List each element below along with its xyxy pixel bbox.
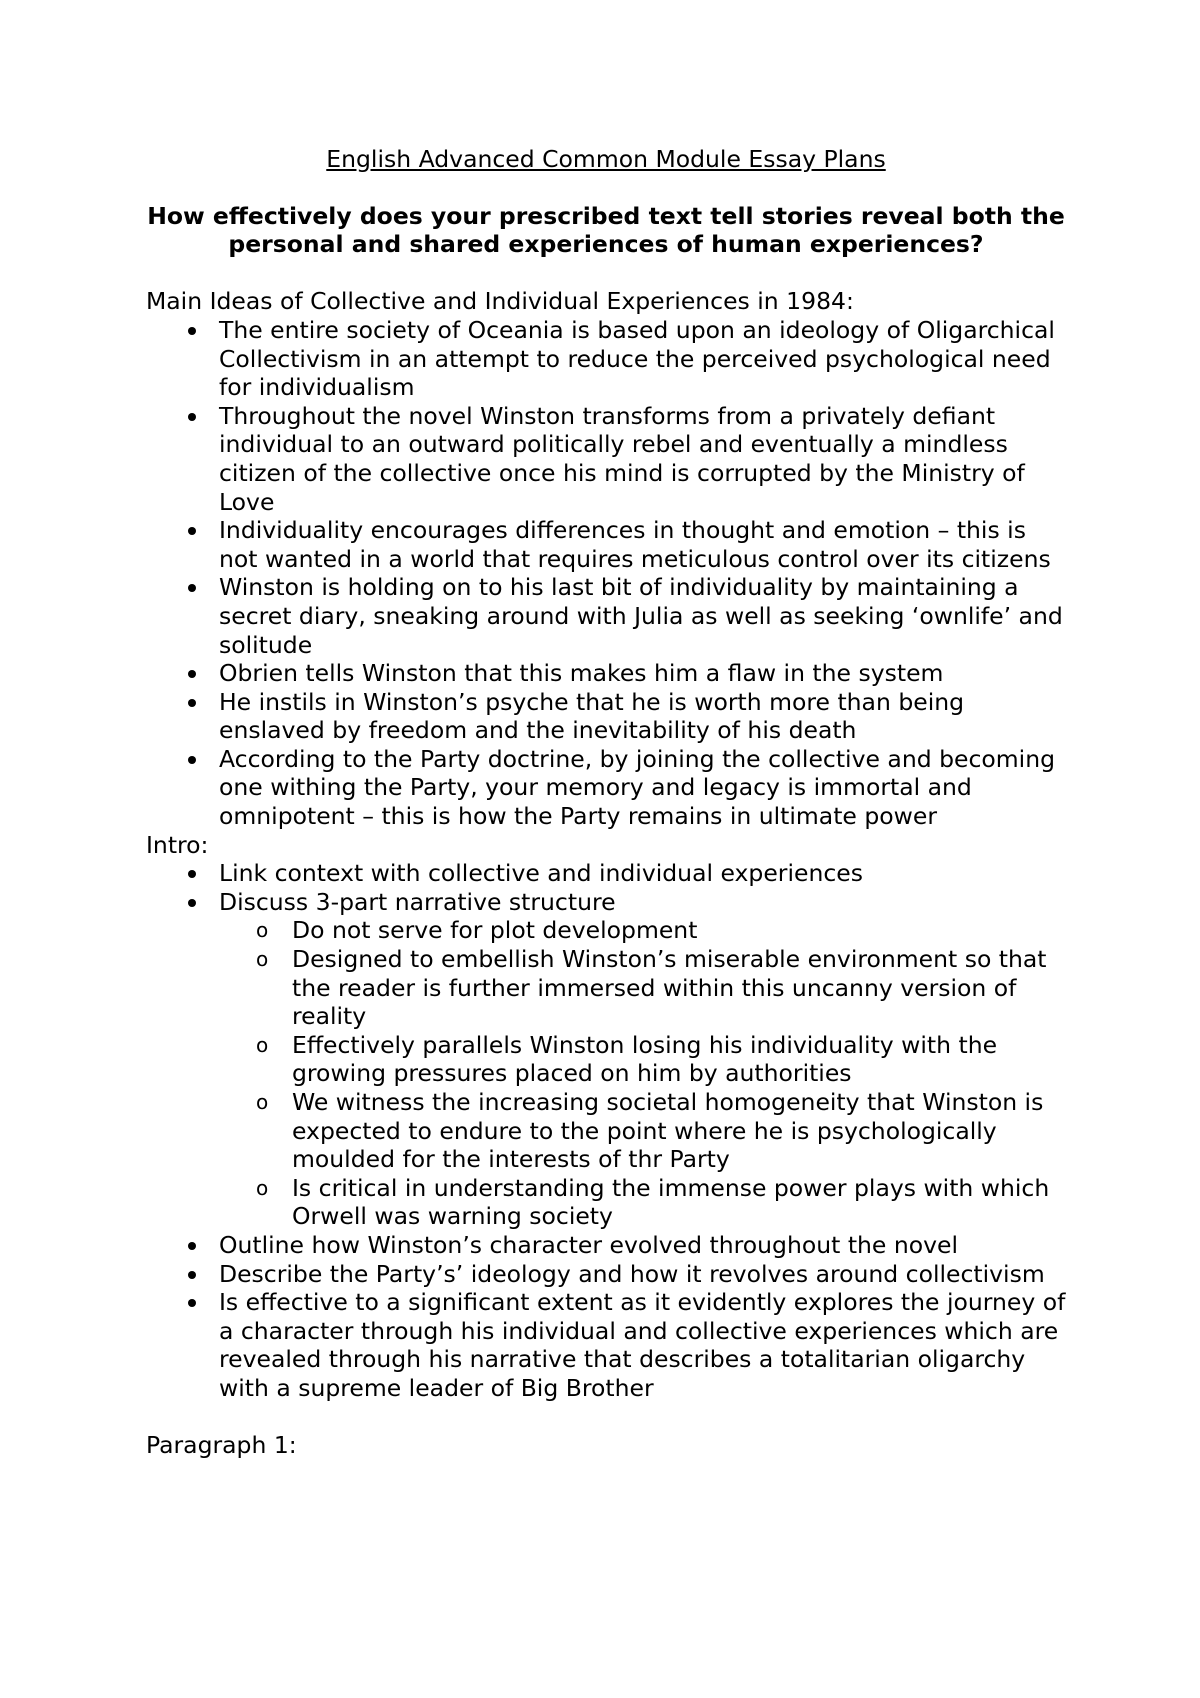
list-item: Describe the Party’s’ ideology and how it revolves around collectivism <box>146 1260 1066 1289</box>
circle-bullet-icon: o <box>256 1090 269 1114</box>
sublist-item: o Is critical in understanding the immense power plays with which Orwell was warning society <box>256 1173 1050 1231</box>
list-item: Is effective to a significant extent as it evidently explores the journey of a character through his individual and collective experiences which are revealed through his narrative that describes a totalitarian oligarchy with a supreme leader of Big Brother <box>146 1288 1066 1402</box>
list-item: Link context with collective and individual experiences <box>146 859 1066 888</box>
sublist-item: o Do not serve for plot development <box>256 916 698 945</box>
bullet-icon <box>188 756 196 764</box>
list-item: The entire society of Oceania is based upon an ideology of Oligarchical Collectivism in an attempt to reduce the perceived psychological need for individualism <box>146 316 1066 402</box>
list-item: He instils in Winston’s psyche that he is worth more than being enslaved by freedom and the inevitability of his death <box>146 688 1066 745</box>
bullet-icon <box>188 699 196 707</box>
circle-bullet-icon: o <box>256 918 269 943</box>
list-item: Discuss 3-part narrative structure <box>146 888 1066 917</box>
main-ideas-heading: Main Ideas of Collective and Individual Experiences in 1984: <box>146 287 854 316</box>
bullet-icon <box>188 899 196 907</box>
intro-list-continued <box>146 1231 1066 1403</box>
paragraph-1-heading: Paragraph 1: <box>146 1431 297 1460</box>
sublist-item: o We witness the increasing societal homogeneity that Winston is expected to endure to the point where he is psychologically moulded for the interests of thr Party <box>256 1088 1044 1174</box>
list-item: According to the Party doctrine, by joining the collective and becoming one withing the Party, your memory and legacy is immortal and omnipotent – this is how the Party remains in ultimate power <box>146 745 1066 831</box>
list-item: Winston is holding on to his last bit of individuality by maintaining a secret diary, sneaking around with Julia as well as seeking ‘ownlife’ and solitude <box>146 573 1066 659</box>
intro-list <box>146 859 1066 916</box>
bullet-icon <box>188 1242 196 1250</box>
list-item: Throughout the novel Winston transforms from a privately defiant individual to an outward politically rebel and eventually a mindless citizen of the collective once his mind is corrupted by the Ministry of Love <box>146 402 1066 516</box>
circle-bullet-icon: o <box>256 947 269 972</box>
bullet-icon <box>188 527 196 535</box>
document-title: English Advanced Common Module Essay Plans <box>326 145 886 173</box>
bullet-icon <box>188 1271 196 1279</box>
narrative-structure-sublist <box>146 916 1066 1231</box>
list-item: Obrien tells Winston that this makes him a flaw in the system <box>146 659 1066 688</box>
document-body <box>146 145 1066 1460</box>
intro-heading: Intro: <box>146 830 209 859</box>
sublist-item: o Effectively parallels Winston losing his individuality with the growing pressures placed on him by authorities <box>256 1030 998 1088</box>
bullet-icon <box>188 670 196 678</box>
sublist-item: o Designed to embellish Winston’s miserable environment so that the reader is further immersed within this uncanny version of reality <box>256 945 1047 1031</box>
bullet-icon <box>188 413 196 421</box>
bullet-icon <box>188 584 196 592</box>
list-item: Individuality encourages differences in thought and emotion – this is not wanted in a world that requires meticulous control over its citizens <box>146 516 1066 573</box>
list-item: Outline how Winston’s character evolved throughout the novel <box>146 1231 1066 1260</box>
circle-bullet-icon: o <box>256 1175 269 1200</box>
blank-line <box>146 259 1066 288</box>
essay-question: How effectively does your prescribed text tell stories reveal both the personal and shared experiences of human experiences? <box>147 201 1065 259</box>
main-ideas-list <box>146 316 1066 831</box>
circle-bullet-icon: o <box>256 1032 269 1057</box>
blank-line <box>146 1403 1066 1432</box>
bullet-icon <box>188 327 196 335</box>
bullet-icon <box>188 870 196 878</box>
bullet-icon <box>188 1299 196 1307</box>
